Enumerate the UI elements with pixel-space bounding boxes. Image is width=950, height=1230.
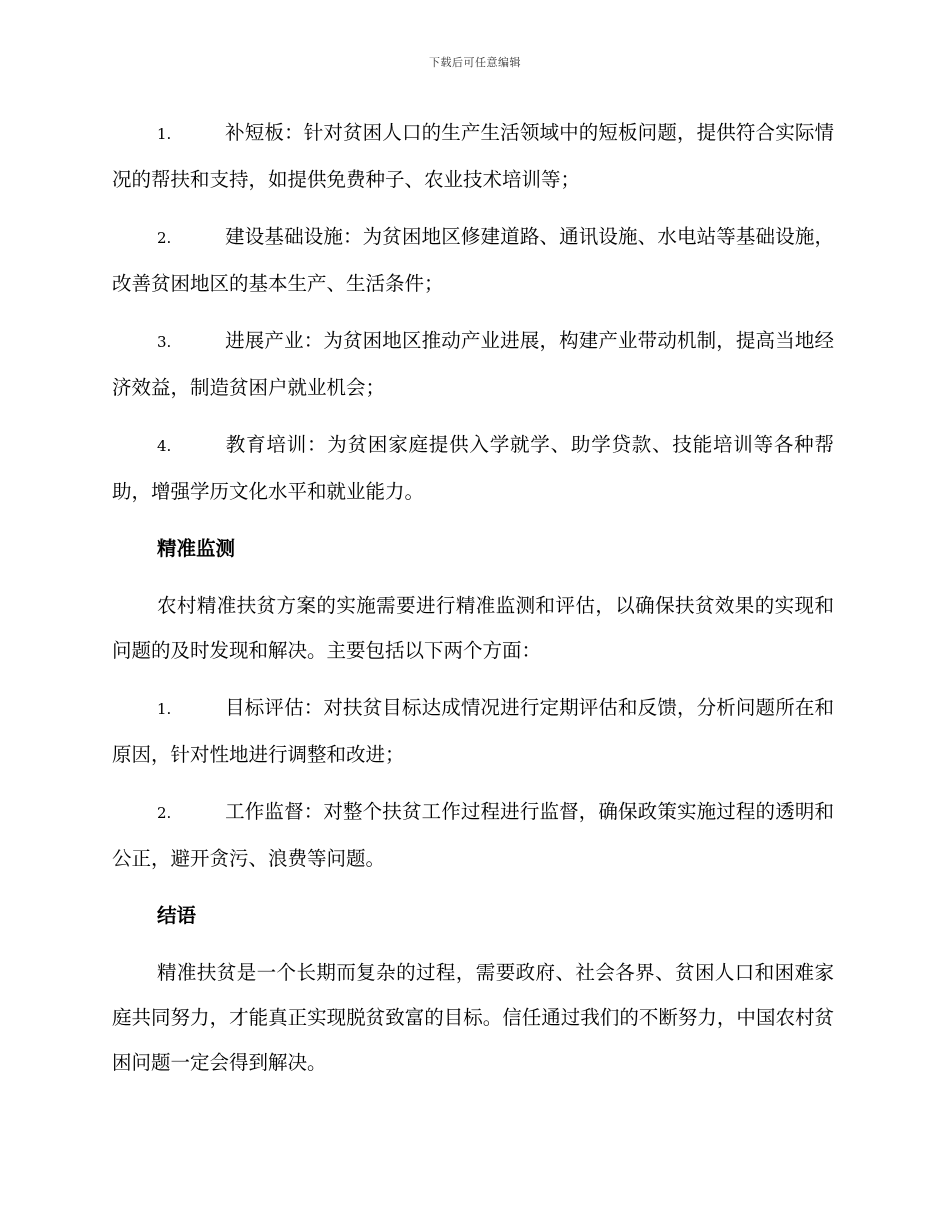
list-number: 4. [157, 437, 172, 455]
list-item [112, 789, 834, 881]
list-item [112, 214, 834, 306]
list-text: 工作监督：对整个扶贫工作过程进行监督，确保政策实施过程的透明和公正，避开贪污、浪费等问题。 [112, 800, 834, 870]
list-item [112, 318, 834, 410]
monitor-intro-paragraph: 农村精准扶贫方案的实施需要进行精准监测和评估，以确保扶贫效果的实现和问题的及时发现和解决。主要包括以下两个方面： [112, 594, 834, 662]
conclusion-paragraph: 精准扶贫是一个长期而复杂的过程，需要政府、社会各界、贫困人口和困难家庭共同努力，才能真正实现脱贫致富的目标。信任通过我们的不断努力，中国农村贫困问题一定会得到解决。 [112, 961, 834, 1074]
list-number: 1. [157, 700, 172, 718]
list-number: 2. [157, 229, 172, 247]
list-item [112, 685, 834, 777]
list-text: 建设基础设施：为贫困地区修建道路、通讯设施、水电站等基础设施，改善贫困地区的基本生产、生活条件； [112, 225, 834, 295]
list-text: 教育培训：为贫困家庭提供入学就学、助学贷款、技能培训等各种帮助，增强学历文化水平和就业能力。 [112, 433, 834, 503]
list-number: 1. [157, 125, 172, 143]
section-heading-conclusion: 结语 [157, 904, 197, 927]
list-text: 进展产业：为贫困地区推动产业进展，构建产业带动机制，提高当地经济效益，制造贫困户就业机会； [112, 329, 834, 399]
document-body [112, 110, 834, 1097]
page-header: 下载后可任意编辑 [429, 56, 521, 69]
list-number: 2. [157, 804, 172, 822]
section-heading-monitor: 精准监测 [157, 537, 236, 560]
list-item [112, 422, 834, 514]
list-number: 3. [157, 333, 172, 351]
list-text: 目标评估：对扶贫目标达成情况进行定期评估和反馈，分析问题所在和原因，针对性地进行调整和改进； [112, 696, 834, 766]
list-text: 补短板：针对贫困人口的生产生活领域中的短板问题，提供符合实际情况的帮扶和支持，如提供免费种子、农业技术培训等； [112, 121, 834, 191]
list-item [112, 110, 834, 202]
